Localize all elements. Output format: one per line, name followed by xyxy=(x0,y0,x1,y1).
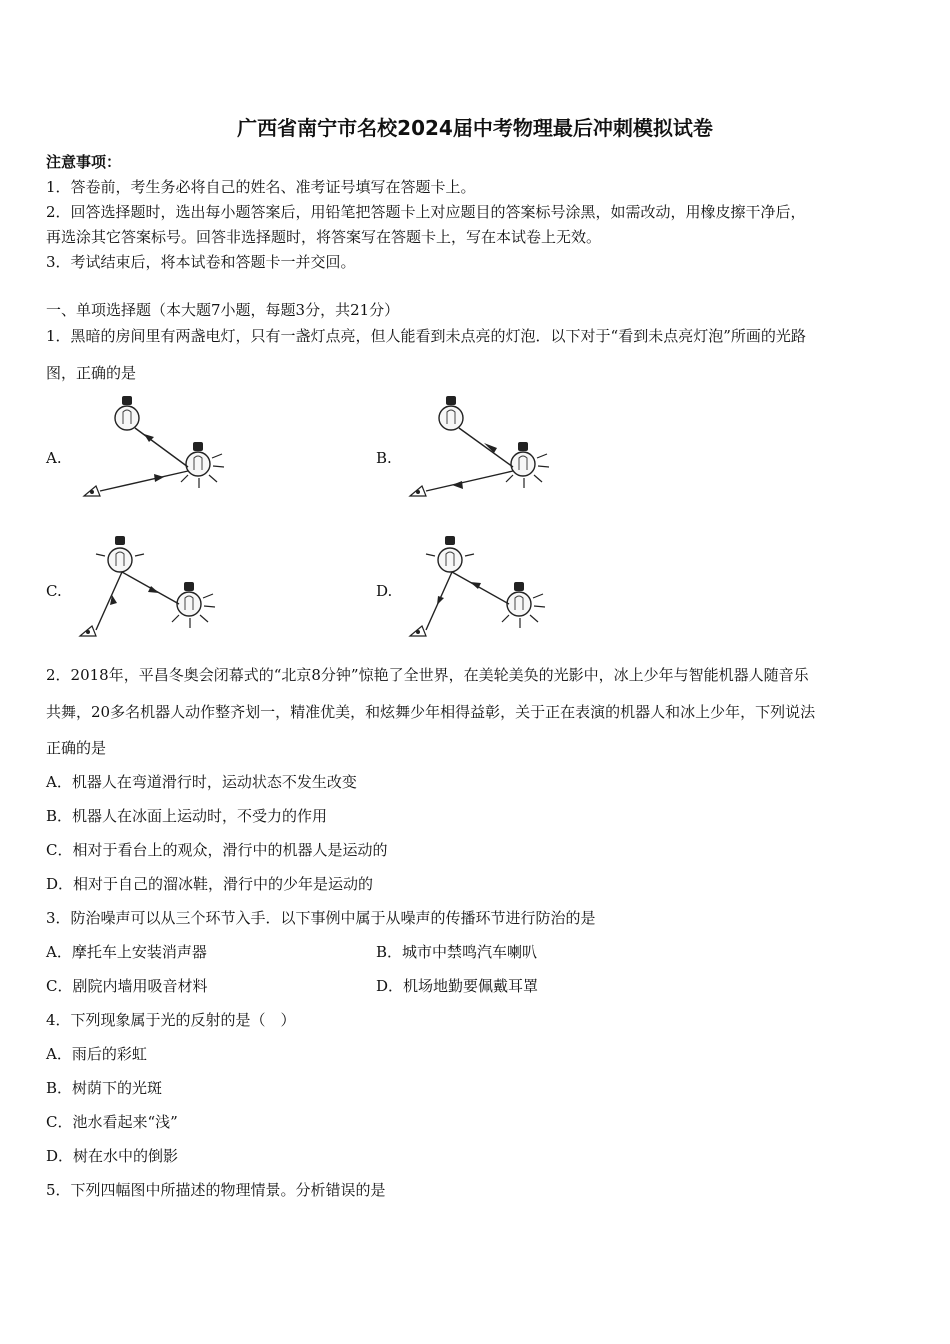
page-title: 广西省南宁市名校2024届中考物理最后冲刺模拟试卷 xyxy=(237,116,713,140)
unlit-bulb-icon xyxy=(172,582,215,628)
diagram-d xyxy=(404,532,554,644)
unlit-bulb-icon xyxy=(439,396,463,430)
notice-item: 3．考试结束后，将本试卷和答题卡一并交回。 xyxy=(46,253,356,271)
q2-option-d: D．相对于自己的溜冰鞋，滑行中的少年是运动的 xyxy=(46,875,374,893)
notice-item: 1．答卷前，考生务必将自己的姓名、准考证号填写在答题卡上。 xyxy=(46,178,476,196)
q4-stem: 4．下列现象属于光的反射的是（ ） xyxy=(46,1011,296,1029)
lit-bulb-icon xyxy=(181,442,224,488)
eye-icon xyxy=(410,486,426,496)
ray-arrow xyxy=(154,474,164,482)
q4-option-c: C．池水看起来“浅” xyxy=(46,1113,178,1131)
diagram-c xyxy=(74,532,224,644)
q1-option-a-label: A. xyxy=(46,449,62,467)
q4-option-a: A．雨后的彩虹 xyxy=(46,1045,147,1063)
q3-stem: 3．防治噪声可以从三个环节入手．以下事例中属于从噪声的传播环节进行防治的是 xyxy=(46,909,596,927)
q1-stem-line2: 图，正确的是 xyxy=(46,364,137,382)
eye-icon xyxy=(410,626,426,636)
eye-icon xyxy=(80,626,96,636)
unlit-bulb-icon xyxy=(502,582,545,628)
diagram-a xyxy=(78,392,228,504)
section-heading: 一、单项选择题（本大题7小题，每题3分，共21分） xyxy=(46,301,400,319)
q1-stem-line1: 1．黑暗的房间里有两盏电灯，只有一盏灯点亮，但人能看到未点亮的灯泡．以下对于“看到未点亮灯泡”所画的光路 xyxy=(46,327,806,345)
notice-item: 2．回答选择题时，选出每小题答案后，用铅笔把答题卡上对应题目的答案标号涂黑，如需改动，用橡皮擦干净后， xyxy=(46,203,806,221)
q1-option-d-label: D. xyxy=(376,582,393,600)
q2-option-a: A．机器人在弯道滑行时，运动状态不发生改变 xyxy=(46,773,357,791)
q5-stem: 5．下列四幅图中所描述的物理情景。分析错误的是 xyxy=(46,1181,386,1199)
lit-bulb-icon xyxy=(96,536,144,572)
q3-option-c: C．剧院内墙用吸音材料 xyxy=(46,977,208,995)
unlit-bulb-icon xyxy=(115,396,139,430)
lit-bulb-icon xyxy=(506,442,549,488)
lit-bulb-icon xyxy=(426,536,474,572)
q1-option-b-label: B. xyxy=(376,449,392,467)
eye-icon xyxy=(84,486,100,496)
q2-stem-line1: 2．2018年，平昌冬奥会闭幕式的“北京8分钟”惊艳了全世界，在美轮美奂的光影中，冰上少年与智能机器人随音乐 xyxy=(46,666,809,684)
q4-option-b: B．树荫下的光斑 xyxy=(46,1079,163,1097)
q3-option-d: D．机场地勤要佩戴耳罩 xyxy=(376,977,539,995)
q1-option-c-label: C. xyxy=(46,582,62,600)
q3-option-b: B．城市中禁鸣汽车喇叭 xyxy=(376,943,538,961)
notice-heading: 注意事项： xyxy=(46,153,122,171)
ray-arrow xyxy=(452,481,463,489)
q2-stem-line3: 正确的是 xyxy=(46,739,107,757)
notice-item: 再选涂其它答案标号。回答非选择题时，将答案写在答题卡上，写在本试卷上无效。 xyxy=(46,228,602,246)
q3-option-a: A．摩托车上安装消声器 xyxy=(46,943,207,961)
q2-option-c: C．相对于看台上的观众，滑行中的机器人是运动的 xyxy=(46,841,388,859)
q2-stem-line2: 共舞，20多名机器人动作整齐划一，精准优美，和炫舞少年相得益彰，关于正在表演的机器人和冰上少年，下列说法 xyxy=(46,703,816,721)
q2-option-b: B．机器人在冰面上运动时，不受力的作用 xyxy=(46,807,328,825)
q4-option-d: D．树在水中的倒影 xyxy=(46,1147,179,1165)
ray-arrow xyxy=(437,596,444,605)
diagram-b xyxy=(408,392,558,504)
